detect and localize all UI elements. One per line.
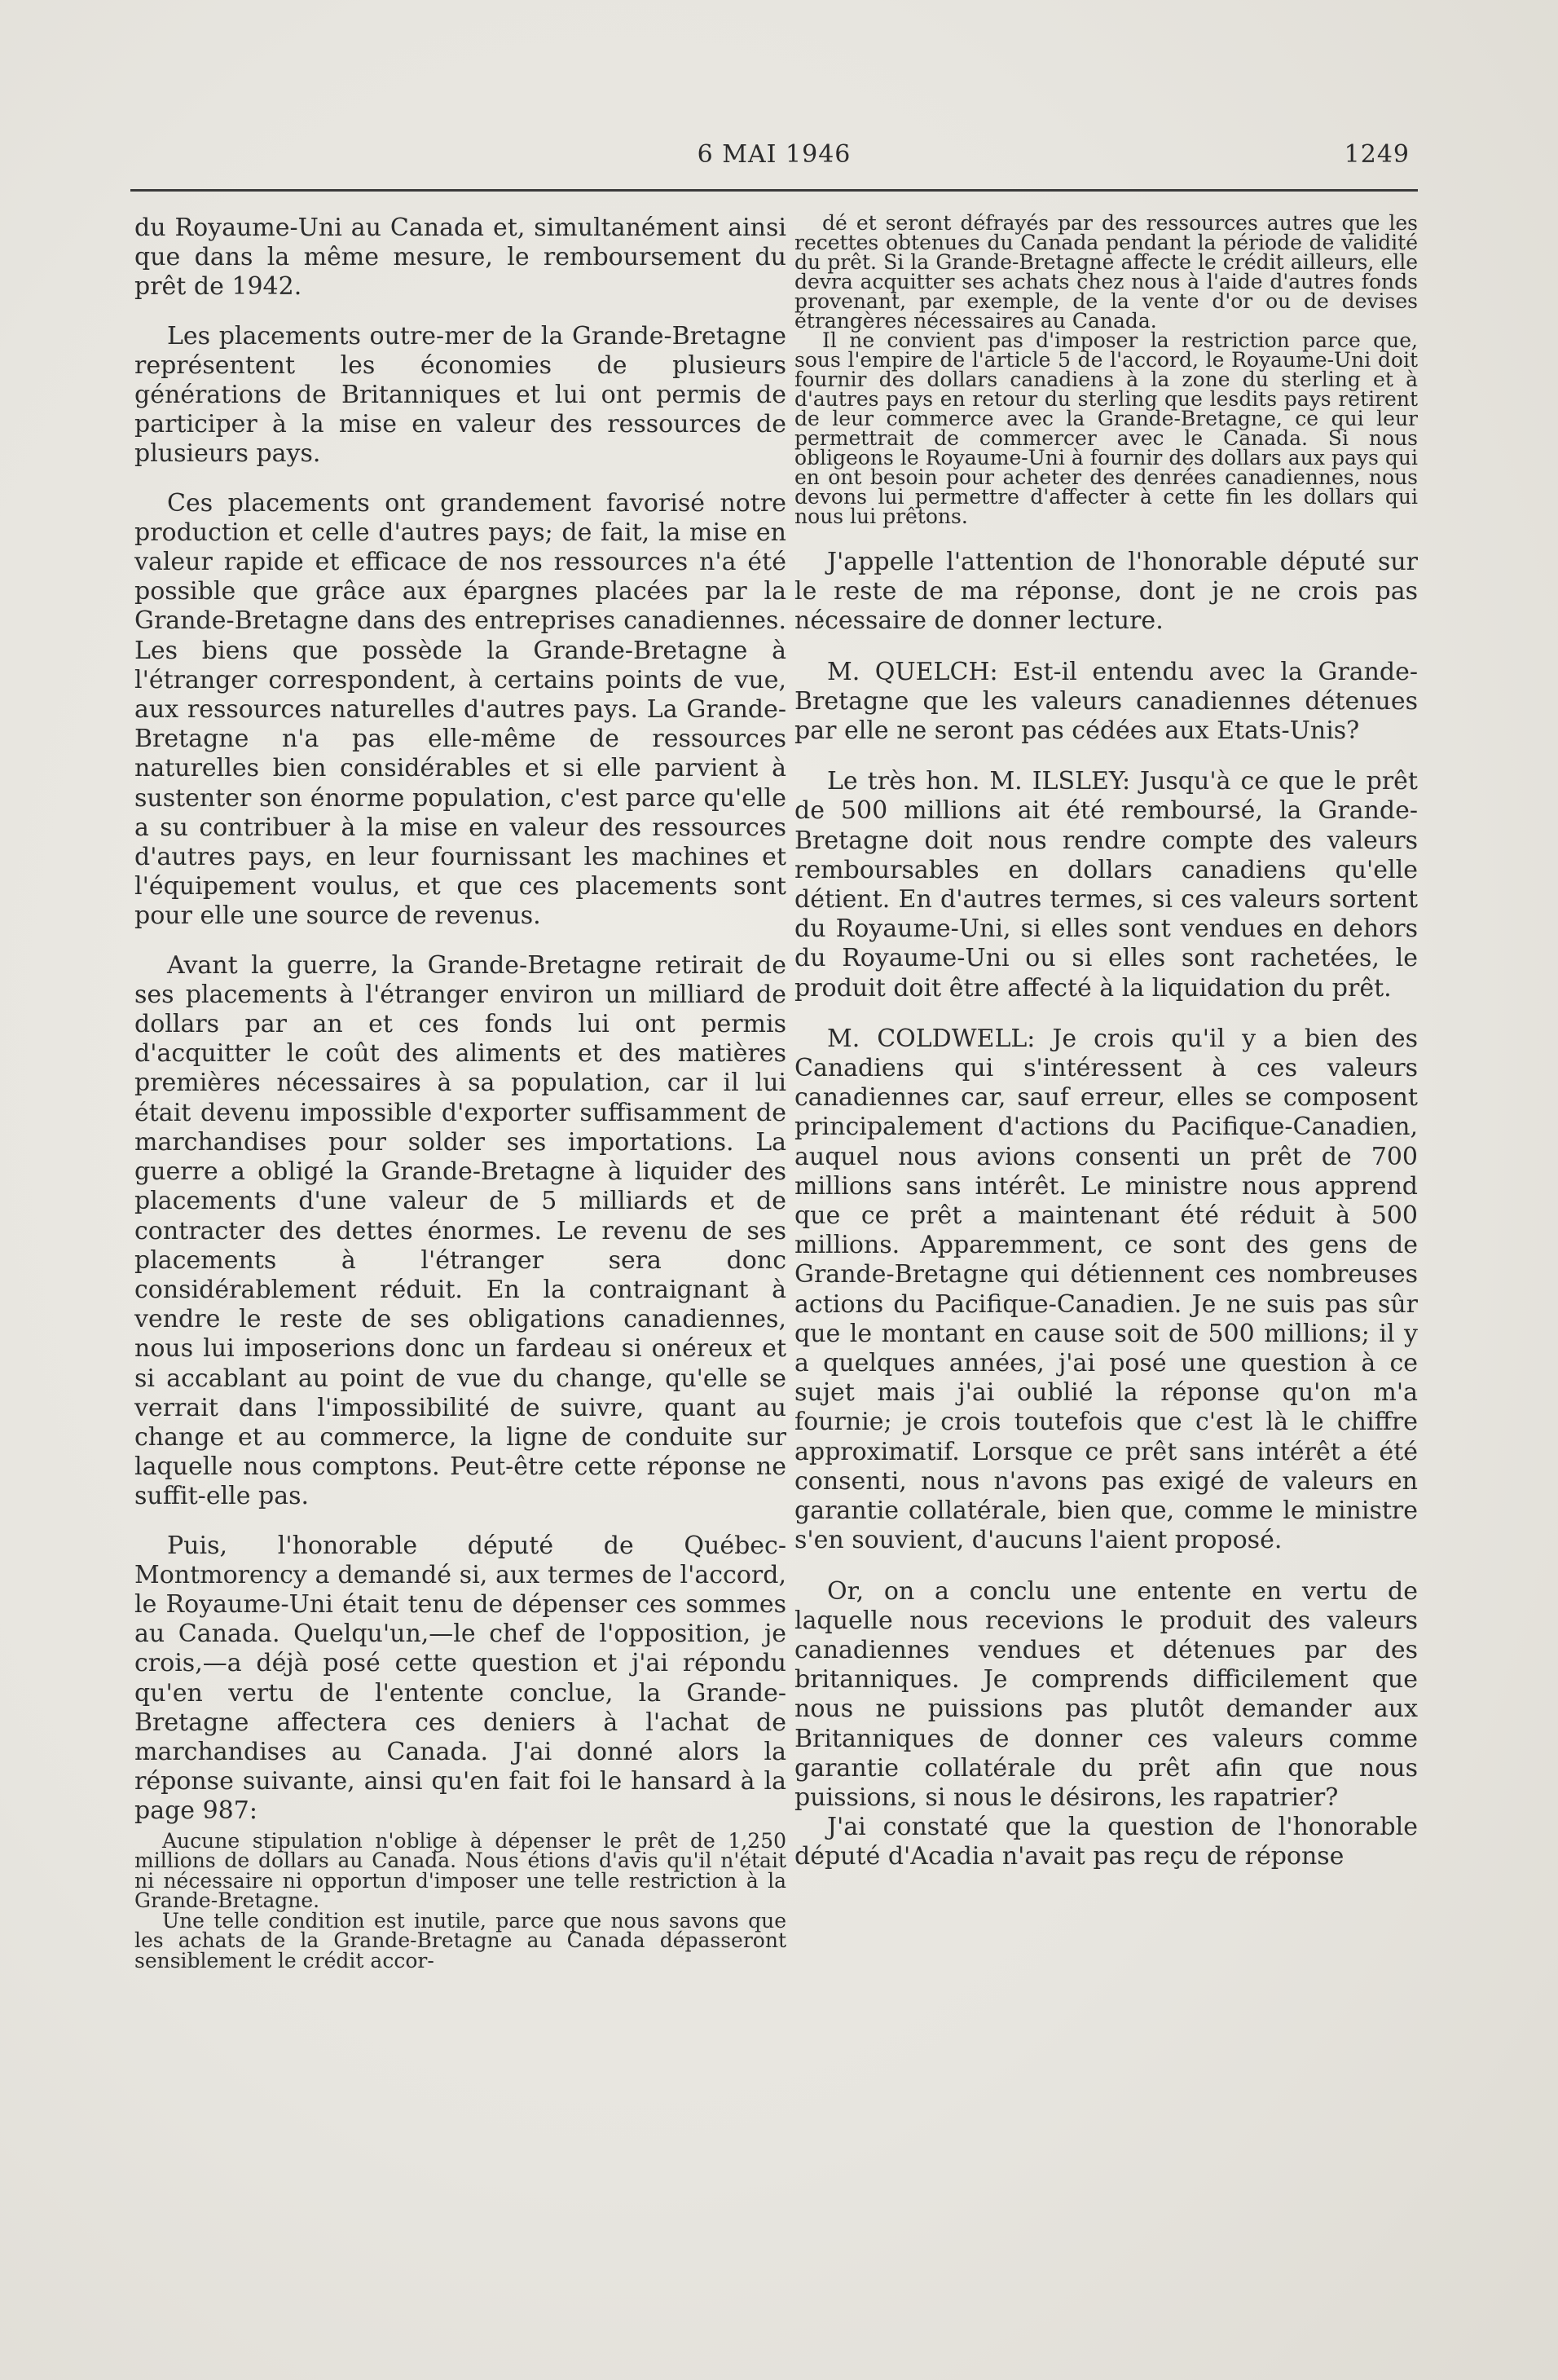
quote-paragraph: Une telle condition est inutile, parce que nous savons que les achats de la Grande-Bretagne au Canada dépasseront sensiblement le crédit accor- xyxy=(134,1908,786,1972)
quote-paragraph: Aucune stipulation n'oblige à dépenser le prêt de 1,250 millions de dollars au Canada. Nous étions d'avis qu'il n'était ni nécessaire ni opportun d'imposer une telle restriction à la Grande-Bretagne. xyxy=(134,1828,786,1913)
speech-body xyxy=(794,548,1418,1872)
paragraph: Puis, l'honorable député de Québec-Montmorency a demandé si, aux termes de l'accord, le Royaume-Uni était tenu de dépenser ces sommes au Canada. Quelqu'un,—le chef de l'opposition, je crois,—a déjà posé cette question et j'ai répondu qu'en vertu de l'entente conclue, la Grande-Bretagne affectera ces deniers à l'achat de marchandises au Canada. J'ai donné alors la réponse suivante, ainsi qu'en fait foi le hansard à la page 987: xyxy=(134,1531,786,1826)
paragraph: du Royaume-Uni au Canada et, simultanément ainsi que dans la même mesure, le remboursement du prêt de 1942. xyxy=(134,214,786,302)
page-number: 1249 xyxy=(1344,140,1410,169)
right-column xyxy=(794,211,1418,1872)
quote-paragraph: Il ne convient pas d'imposer la restriction parce que, sous l'empire de l'article 5 de l'accord, le Royaume-Uni doit fournir des dollars canadiens à la zone du sterling et à d'autres pays en retour du sterling que lesdits pays retirent de leur commerce avec la Grande-Bretagne, ce qui leur permettrait de commercer avec le Canada. Si nous obligeons le Royaume-Uni à fournir des dollars aux pays qui en ont besoin pour acheter des denrées canadiennes, nous devons lui permettre d'affecter à cette fin les dollars qui nous lui prêtons. xyxy=(794,328,1418,528)
paragraph: Or, on a conclu une entente en vertu de laquelle nous recevions le produit des valeurs canadiennes vendues et détenues par des britanniques. Je comprends difficilement que nous ne puissions pas plutôt demander aux Britanniques de donner ces valeurs comme garantie collatérale du prêt afin que nous puissions, si nous le désirons, les rapatrier? xyxy=(794,1576,1418,1812)
paragraph: Les placements outre-mer de la Grande-Bretagne représentent les économies de plusieurs générations de Britanniques et lui ont permis de participer à la mise en valeur des ressources de plusieurs pays. xyxy=(134,321,786,469)
hansard-quote xyxy=(134,1828,786,1972)
paragraph: Avant la guerre, la Grande-Bretagne retirait de ses placements à l'étranger environ un milliard de dollars par an et ces fonds lui ont permis d'acquitter le coût des aliments et des matières premières nécessaires à sa population, car il lui était devenu impossible d'exporter suffisamment de marchandises pour solder ses importations. La guerre a obligé la Grande-Bretagne à liquider des placements d'une valeur de 5 milliards et de contracter des dettes énormes. Le revenu de ses placements à l'étranger sera donc considérablement réduit. En la contraignant à vendre le reste de ses obligations canadiennes, nous lui imposerions donc un fardeau si onéreux et si accablant au point de vue du change, qu'elle se verrait dans l'impossibilité de suivre, quant au change et au commerce, la ligne de conduite sur laquelle nous comptons. Peut-être cette réponse ne suffit-elle pas. xyxy=(134,950,786,1511)
header-rule xyxy=(130,189,1418,192)
paragraph: Ces placements ont grandement favorisé notre production et celle d'autres pays; de fait, la mise en valeur rapide et efficace de nos ressources n'a été possible que grâce aux épargnes placées par la Grande-Bretagne dans des entreprises canadiennes. Les biens que possède la Grande-Bretagne à l'étranger correspondent, à certains points de vue, aux ressources naturelles d'autres pays. La Grande-Bretagne n'a pas elle-même de ressources naturelles bien considérables et si elle parvient à sustenter son énorme population, c'est parce qu'elle a su contribuer à la mise en valeur des ressources d'autres pays, en leur fournissant les machines et l'équipement voulus, et que ces placements sont pour elle une source de revenus. xyxy=(134,488,786,931)
paragraph: M. COLDWELL: Je crois qu'il y a bien des Canadiens qui s'intéressent à ces valeurs canadiennes car, sauf erreur, elles se composent principalement d'actions du Pacifique-Canadien, auquel nous avions consenti un prêt de 700 millions sans intérêt. Le ministre nous apprend que ce prêt a maintenant été réduit à 500 millions. Apparemment, ce sont des gens de Grande-Bretagne qui détiennent ces nombreuses actions du Pacifique-Canadien. Je ne suis pas sûr que le montant en cause soit de 500 millions; il y a quelques années, j'ai posé une question à ce sujet mais j'ai oublié la réponse qu'on m'a fournie; je crois toutefois que c'est là le chiffre approximatif. Lorsque ce prêt sans intérêt a été consenti, nous n'avons pas exigé de valeurs en garantie collatérale, bien que, comme le ministre s'en souvient, d'aucuns l'aient proposé. xyxy=(794,1024,1418,1555)
paragraph: J'appelle l'attention de l'honorable député sur le reste de ma réponse, dont je ne crois pas nécessaire de donner lecture. xyxy=(794,548,1418,636)
paragraph: M. QUELCH: Est-il entendu avec la Grande-Bretagne que les valeurs canadiennes détenues par elle ne seront pas cédées aux Etats-Unis? xyxy=(794,657,1418,746)
page-header xyxy=(130,140,1418,181)
quote-paragraph: dé et seront défrayés par des ressources autres que les recettes obtenues du Canada pendant la période de validité du prêt. Si la Grande-Bretagne affecte le crédit ailleurs, elle devra acquitter ses achats chez nous à l'aide d'autres fonds provenant, par exemple, de la vente d'or ou de devises étrangères nécessaires au Canada. xyxy=(794,211,1418,333)
left-column xyxy=(134,214,786,1971)
quote-continuation xyxy=(794,211,1418,528)
paragraph: J'ai constaté que la question de l'honorable député d'Acadia n'avait pas reçu de réponse xyxy=(794,1813,1418,1871)
paragraph: Le très hon. M. ILSLEY: Jusqu'à ce que le prêt de 500 millions ait été remboursé, la Grande-Bretagne doit nous rendre compte des valeurs remboursables en dollars canadiens qu'elle détient. En d'autres termes, si ces valeurs sortent du Royaume-Uni, si elles sont vendues en dehors du Royaume-Uni ou si elles sont rachetées, le produit doit être affecté à la liquidation du prêt. xyxy=(794,767,1418,1003)
header-date: 6 MAI 1946 xyxy=(697,140,852,169)
